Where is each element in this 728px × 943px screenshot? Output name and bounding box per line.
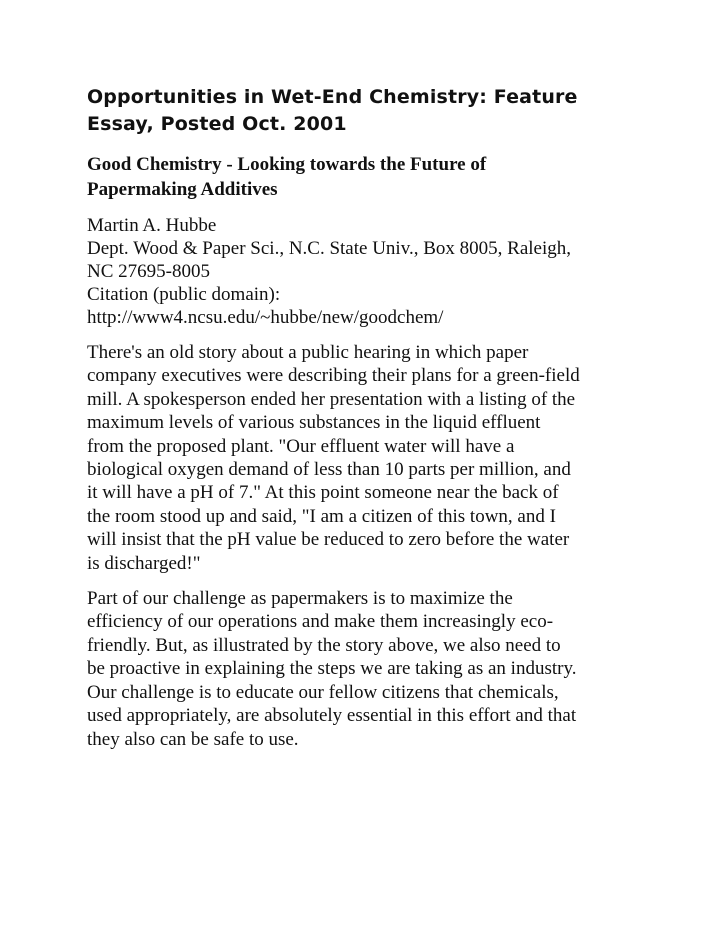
paragraph-line: friendly. But, as illustrated by the story above, we also need to: [87, 634, 561, 656]
paragraph-line: Part of our challenge as papermakers is to maximize the: [87, 588, 513, 610]
paragraph-line: biological oxygen demand of less than 10 parts per million, and: [87, 459, 571, 481]
title-line: Opportunities in Wet-End Chemistry: Feature: [87, 86, 578, 108]
paragraph-line: company executives were describing their plans for a green-field: [87, 365, 580, 387]
paragraph-line: it will have a pH of 7." At this point someone near the back of: [87, 482, 559, 504]
subtitle-line: Good Chemistry - Looking towards the Future of: [87, 154, 487, 175]
author-name: Martin A. Hubbe: [87, 215, 217, 236]
paragraph-line: from the proposed plant. "Our effluent water will have a: [87, 435, 515, 457]
paragraph-story: [87, 341, 647, 575]
author-affiliation: Dept. Wood & Paper Sci., N.C. State Univ., Box 8005, Raleigh,: [87, 238, 571, 259]
paragraph-line: There's an old story about a public hearing in which paper: [87, 342, 529, 363]
title-line: Essay, Posted Oct. 2001: [87, 113, 347, 135]
paragraph-line: is discharged!": [87, 552, 201, 574]
author-info: [87, 214, 647, 329]
document-subtitle: [87, 152, 647, 202]
citation-url: http://www4.ncsu.edu/~hubbe/new/goodchem/: [87, 307, 444, 328]
document-title: [87, 84, 647, 138]
paragraph-line: Our challenge is to educate our fellow citizens that chemicals,: [87, 681, 559, 703]
paragraph-line: maximum levels of various substances in the liquid effluent: [87, 412, 541, 434]
paragraph-challenge: [87, 587, 647, 751]
paragraph-line: the room stood up and said, "I am a citizen of this town, and I: [87, 505, 556, 527]
document-page: [87, 84, 647, 763]
paragraph-line: will insist that the pH value be reduced to zero before the water: [87, 529, 570, 551]
subtitle-line: Papermaking Additives: [87, 179, 278, 200]
paragraph-line: they also can be safe to use.: [87, 728, 299, 750]
paragraph-line: be proactive in explaining the steps we are taking as an industry.: [87, 658, 577, 680]
paragraph-line: efficiency of our operations and make them increasingly eco-: [87, 611, 554, 633]
paragraph-line: used appropriately, are absolutely essential in this effort and that: [87, 705, 577, 727]
author-affiliation-zip: NC 27695-8005: [87, 261, 210, 282]
paragraph-line: mill. A spokesperson ended her presentation with a listing of the: [87, 388, 576, 410]
citation-label: Citation (public domain):: [87, 284, 281, 305]
